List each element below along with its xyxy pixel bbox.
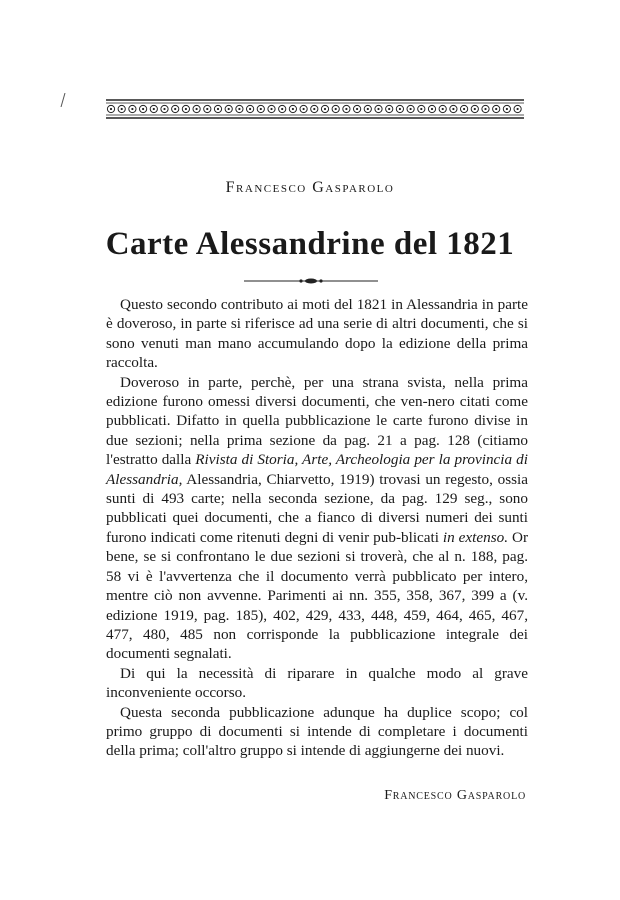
paragraph-2-continued: Alessandria, Chiarvetto, 1919) trovasi un regesto, ossia sunti di 493 carte; nella seconda sezione, da pag. 129 seg., sono pubblicati quei documenti, che a fianco di diversi numeri dei sunti furono indicati come ritenuti degni di venir pub-blicati bbox=[106, 470, 528, 546]
journal-title: Rivista di Storia, Arte, Archeologia per la provincia di Alessandria, bbox=[106, 451, 528, 488]
paragraph-4: Questa seconda pubblicazione adunque ha duplice scopo; col primo gruppo di documenti si intende di completare i documenti della prima; coll'altro gruppo si intende di aggiungerne dei nuovi. bbox=[106, 703, 528, 760]
paragraph-2-text: Doveroso in parte, perchè, per una strana svista, nella prima edizione furono omessi diversi documenti, che ven-nero citati come pubblicati. Difatto in quella pubblicazione le carte furono divise in due sezioni; nella prima sezione da pag. 21 a pag. 128 (citiamo l'estratto dalla bbox=[106, 373, 528, 469]
page-title: Carte Alessandrine del 1821 bbox=[105, 226, 515, 262]
paragraph-2-end: Or bene, se si confrontano le due sezioni si troverà, che al n. 188, pag. 58 vi è l'avvertenza che il documento verrà pubblicato per intero, mentre ciò non avvenne. Parimenti ai nn. 355, 358, 367, 399 a (v. edizione 1919, pag. 185), 402, 429, 433, 448, 459, 464, 465, 467, 477, 480, 485 non corrisponde la pubblicazione integrale dei documenti segnalati. bbox=[106, 528, 529, 663]
signature: Francesco Gasparolo bbox=[384, 788, 526, 803]
latin-phrase: in extenso. bbox=[442, 528, 509, 546]
paragraph-1: Questo secondo contributo ai moti del 1821 in Alessandria in parte è doveroso, in parte si riferisce ad una serie di altri documenti, che si sono venuti man mano accumulando dopo la edizione della prima raccolta. bbox=[106, 296, 528, 372]
paragraph-2 bbox=[106, 373, 528, 664]
paragraph-3: Di qui la necessità di riparare in qualche modo al grave inconveniente occorso. bbox=[106, 664, 528, 702]
ornamental-border bbox=[106, 98, 524, 120]
article-body bbox=[106, 295, 528, 761]
margin-mark bbox=[60, 92, 66, 106]
author-name: Francesco Gasparolo bbox=[225, 179, 395, 196]
title-divider bbox=[244, 271, 378, 281]
